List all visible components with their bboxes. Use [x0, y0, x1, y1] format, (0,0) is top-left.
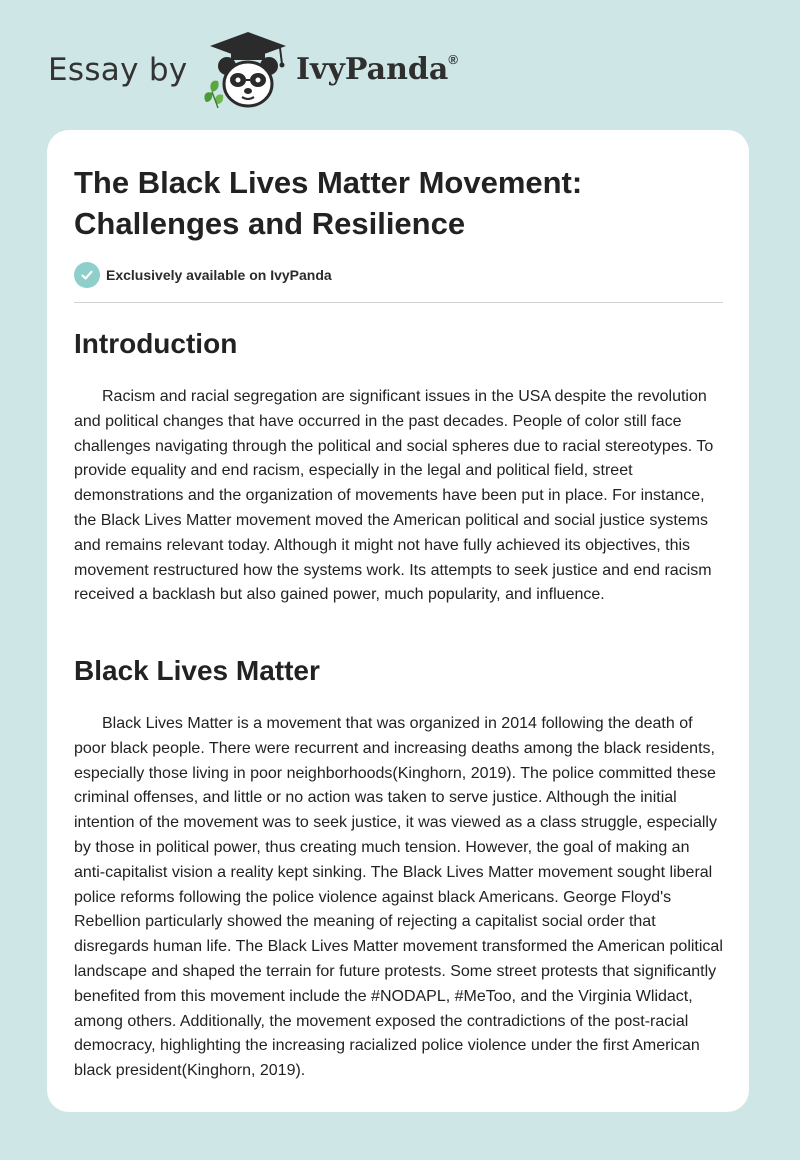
essay-card [47, 130, 749, 1112]
exclusive-badge-label: Exclusively available on IvyPanda [106, 267, 332, 283]
section-paragraph-black-lives-matter: Black Lives Matter is a movement that was organized in 2014 following the death of poor black people. There were recurrent and increasing deaths among the black residents, especially those living in poor neighborhoods(Kinghorn, 2019). The police committed these criminal offenses, and little or no action was taken to serve justice. Although the initial intention of the movement was to seek justice, it was viewed as a class struggle, especially by those in political power, thus creating much tension. However, the goal of making an anti-capitalist vision a reality kept sinking. The Black Lives Matter movement sought liberal police reforms following the police violence against black Americans. George Floyd's Rebellion particularly showed the meaning of rejecting a capitalist social order that disregards human life. The Black Lives Matter movement transformed the American political landscape and shaped the terrain for future protests. Some street protests that significantly benefited from this movement include the #NODAPL, #MeToo, and the Virginia Wlidact, among others. Additionally, the movement exposed the contradictions of the post-racial democracy, highlighting the increasing racialized police violence under the first American black president(Kinghorn, 2019). [74, 715, 723, 1080]
section-heading-introduction: Introduction [74, 328, 238, 359]
site-header [0, 0, 800, 130]
title-divider [74, 302, 723, 303]
essay-title: The Black Lives Matter Movement: Challenges and Resilience [74, 165, 583, 241]
section-paragraph-introduction: Racism and racial segregation are significant issues in the USA despite the revolution and political changes that have occurred in the past decades. People of color still face challenges navigating through the political and social spheres due to racial stereotypes. To provide equality and end racism, especially in the legal and political field, street demonstrations and the organization of movements have been put in place. For instance, the Black Lives Matter movement moved the American political and social justice systems and remains relevant today. Although it might not have fully achieved its objectives, this movement restructured how the systems work. Its attempts to seek justice and end racism received a backlash but also gained power, much popularity, and influence. [74, 388, 714, 604]
panda-graduate-icon [198, 30, 290, 110]
section-heading-black-lives-matter: Black Lives Matter [74, 655, 320, 686]
essay-by-label: Essay by [48, 52, 188, 88]
brand-name-text: IvyPanda [296, 52, 449, 87]
registered-mark: ® [448, 52, 458, 67]
check-icon [74, 262, 100, 288]
exclusive-badge [74, 262, 332, 288]
brand-name [296, 52, 458, 87]
